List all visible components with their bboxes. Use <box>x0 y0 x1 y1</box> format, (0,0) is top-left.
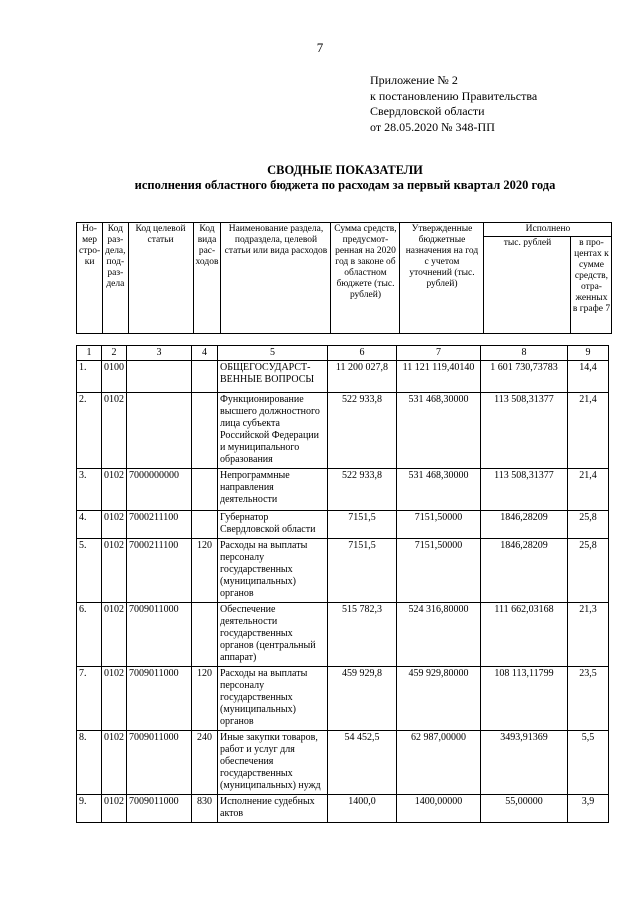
cell-executed: 1846,28209 <box>481 511 568 539</box>
cell-section: 0102 <box>102 731 127 795</box>
cell-name: Исполнение судебных актов <box>218 795 328 823</box>
column-number: 1 <box>77 346 102 361</box>
cell-name: Расходы на выплаты персоналу государственных (муниципальных) органов <box>218 539 328 603</box>
header-law-sum: Сумма средств, предусмот-ренная на 2020 год в законе об областном бюджете (тыс. рублей) <box>331 223 400 334</box>
table-row <box>77 469 609 511</box>
cell-pct: 21,3 <box>568 603 609 667</box>
table-row <box>77 361 609 393</box>
table-header <box>76 222 612 334</box>
cell-section: 0102 <box>102 393 127 469</box>
appendix-block <box>370 73 537 135</box>
cell-no: 8. <box>77 731 102 795</box>
cell-type <box>192 361 218 393</box>
cell-executed: 1 601 730,73783 <box>481 361 568 393</box>
document-title: СВОДНЫЕ ПОКАЗАТЕЛИ <box>267 163 423 177</box>
cell-approved: 524 316,80000 <box>397 603 481 667</box>
table-row <box>77 603 609 667</box>
appendix-line: Приложение № 2 <box>370 73 458 87</box>
header-executed-rub: тыс. рублей <box>484 237 571 334</box>
cell-executed: 1846,28209 <box>481 539 568 603</box>
cell-type: 830 <box>192 795 218 823</box>
cell-approved: 11 121 119,40140 <box>397 361 481 393</box>
cell-no: 4. <box>77 511 102 539</box>
cell-executed: 108 113,11799 <box>481 667 568 731</box>
cell-target: 7009011000 <box>127 667 192 731</box>
cell-pct: 25,8 <box>568 511 609 539</box>
header-name: Наименование раздела, подраздела, целевой статьи или вида расходов <box>221 223 331 334</box>
cell-no: 9. <box>77 795 102 823</box>
cell-section: 0102 <box>102 795 127 823</box>
cell-section: 0102 <box>102 603 127 667</box>
cell-no: 3. <box>77 469 102 511</box>
cell-section: 0102 <box>102 667 127 731</box>
column-number: 8 <box>481 346 568 361</box>
table-row <box>77 795 609 823</box>
cell-name: Иные закупки товаров, работ и услуг для обеспечения государственных (муниципальных) нужд <box>218 731 328 795</box>
cell-section: 0100 <box>102 361 127 393</box>
column-number: 9 <box>568 346 609 361</box>
cell-name: Обеспечение деятельности государственных органов (центральный аппарат) <box>218 603 328 667</box>
cell-law: 7151,5 <box>328 511 397 539</box>
cell-target: 7009011000 <box>127 731 192 795</box>
table-row <box>77 393 609 469</box>
header-executed: Исполнено <box>484 223 612 237</box>
cell-approved: 1400,00000 <box>397 795 481 823</box>
cell-pct: 23,5 <box>568 667 609 731</box>
appendix-line: от 28.05.2020 № 348-ПП <box>370 119 495 134</box>
cell-approved: 62 987,00000 <box>397 731 481 795</box>
cell-target <box>127 361 192 393</box>
cell-law: 1400,0 <box>328 795 397 823</box>
header-target-code: Код целевой статьи <box>128 223 193 334</box>
header-row-no: Но-мер стро-ки <box>77 223 103 334</box>
column-number: 5 <box>218 346 328 361</box>
cell-type <box>192 603 218 667</box>
header-expense-type-code: Код вида рас-ходов <box>193 223 221 334</box>
cell-no: 6. <box>77 603 102 667</box>
cell-pct: 21,4 <box>568 393 609 469</box>
cell-target: 7009011000 <box>127 795 192 823</box>
table-row <box>77 667 609 731</box>
cell-law: 522 933,8 <box>328 393 397 469</box>
data-table <box>76 345 609 823</box>
cell-law: 11 200 027,8 <box>328 361 397 393</box>
cell-executed: 111 662,03168 <box>481 603 568 667</box>
column-number-row <box>77 346 609 361</box>
cell-no: 5. <box>77 539 102 603</box>
header-executed-pct: в про-центах к сумме средств, отра-женных в графе 7 <box>571 237 612 334</box>
cell-approved: 531 468,30000 <box>397 469 481 511</box>
header-section-code: Код раз-дела, под-раз-дела <box>103 223 128 334</box>
cell-section: 0102 <box>102 511 127 539</box>
cell-law: 7151,5 <box>328 539 397 603</box>
cell-no: 2. <box>77 393 102 469</box>
cell-no: 7. <box>77 667 102 731</box>
appendix-line: к постановлению Правительства <box>370 88 538 103</box>
cell-name: ОБЩЕГОСУДАРСТ-ВЕННЫЕ ВОПРОСЫ <box>218 361 328 393</box>
cell-type: 120 <box>192 539 218 603</box>
cell-law: 459 929,8 <box>328 667 397 731</box>
cell-pct: 14,4 <box>568 361 609 393</box>
cell-approved: 7151,50000 <box>397 539 481 603</box>
cell-section: 0102 <box>102 469 127 511</box>
column-number: 6 <box>328 346 397 361</box>
cell-executed: 113 508,31377 <box>481 469 568 511</box>
column-number: 7 <box>397 346 481 361</box>
cell-pct: 21,4 <box>568 469 609 511</box>
appendix-line: Свердловской области <box>370 104 485 118</box>
header-approved: Утвержденные бюджетные назначения на год с учетом уточнений (тыс. рублей) <box>400 223 484 334</box>
cell-target: 7000211100 <box>127 539 192 603</box>
column-number: 2 <box>102 346 127 361</box>
cell-approved: 7151,50000 <box>397 511 481 539</box>
cell-law: 522 933,8 <box>328 469 397 511</box>
page-number: 7 <box>316 40 324 55</box>
cell-type <box>192 511 218 539</box>
cell-approved: 459 929,80000 <box>397 667 481 731</box>
cell-type <box>192 469 218 511</box>
column-number: 4 <box>192 346 218 361</box>
cell-type: 120 <box>192 667 218 731</box>
cell-executed: 113 508,31377 <box>481 393 568 469</box>
table-row <box>77 731 609 795</box>
cell-type <box>192 393 218 469</box>
cell-type: 240 <box>192 731 218 795</box>
cell-target: 7000000000 <box>127 469 192 511</box>
cell-target <box>127 393 192 469</box>
cell-name: Функционирование высшего должностного лица субъекта Российской Федерации и муниципального образования <box>218 393 328 469</box>
cell-pct: 3,9 <box>568 795 609 823</box>
cell-approved: 531 468,30000 <box>397 393 481 469</box>
table-row <box>77 539 609 603</box>
cell-law: 54 452,5 <box>328 731 397 795</box>
document-subtitle: исполнения областного бюджета по расходам за первый квартал 2020 года <box>134 178 556 192</box>
cell-name: Непрограммные направления деятельности <box>218 469 328 511</box>
cell-target: 7000211100 <box>127 511 192 539</box>
cell-executed: 55,00000 <box>481 795 568 823</box>
cell-law: 515 782,3 <box>328 603 397 667</box>
cell-no: 1. <box>77 361 102 393</box>
cell-pct: 25,8 <box>568 539 609 603</box>
cell-name: Губернатор Свердловской области <box>218 511 328 539</box>
cell-target: 7009011000 <box>127 603 192 667</box>
cell-executed: 3493,91369 <box>481 731 568 795</box>
cell-section: 0102 <box>102 539 127 603</box>
cell-pct: 5,5 <box>568 731 609 795</box>
cell-name: Расходы на выплаты персоналу государственных (муниципальных) органов <box>218 667 328 731</box>
table-row <box>77 511 609 539</box>
column-number: 3 <box>127 346 192 361</box>
